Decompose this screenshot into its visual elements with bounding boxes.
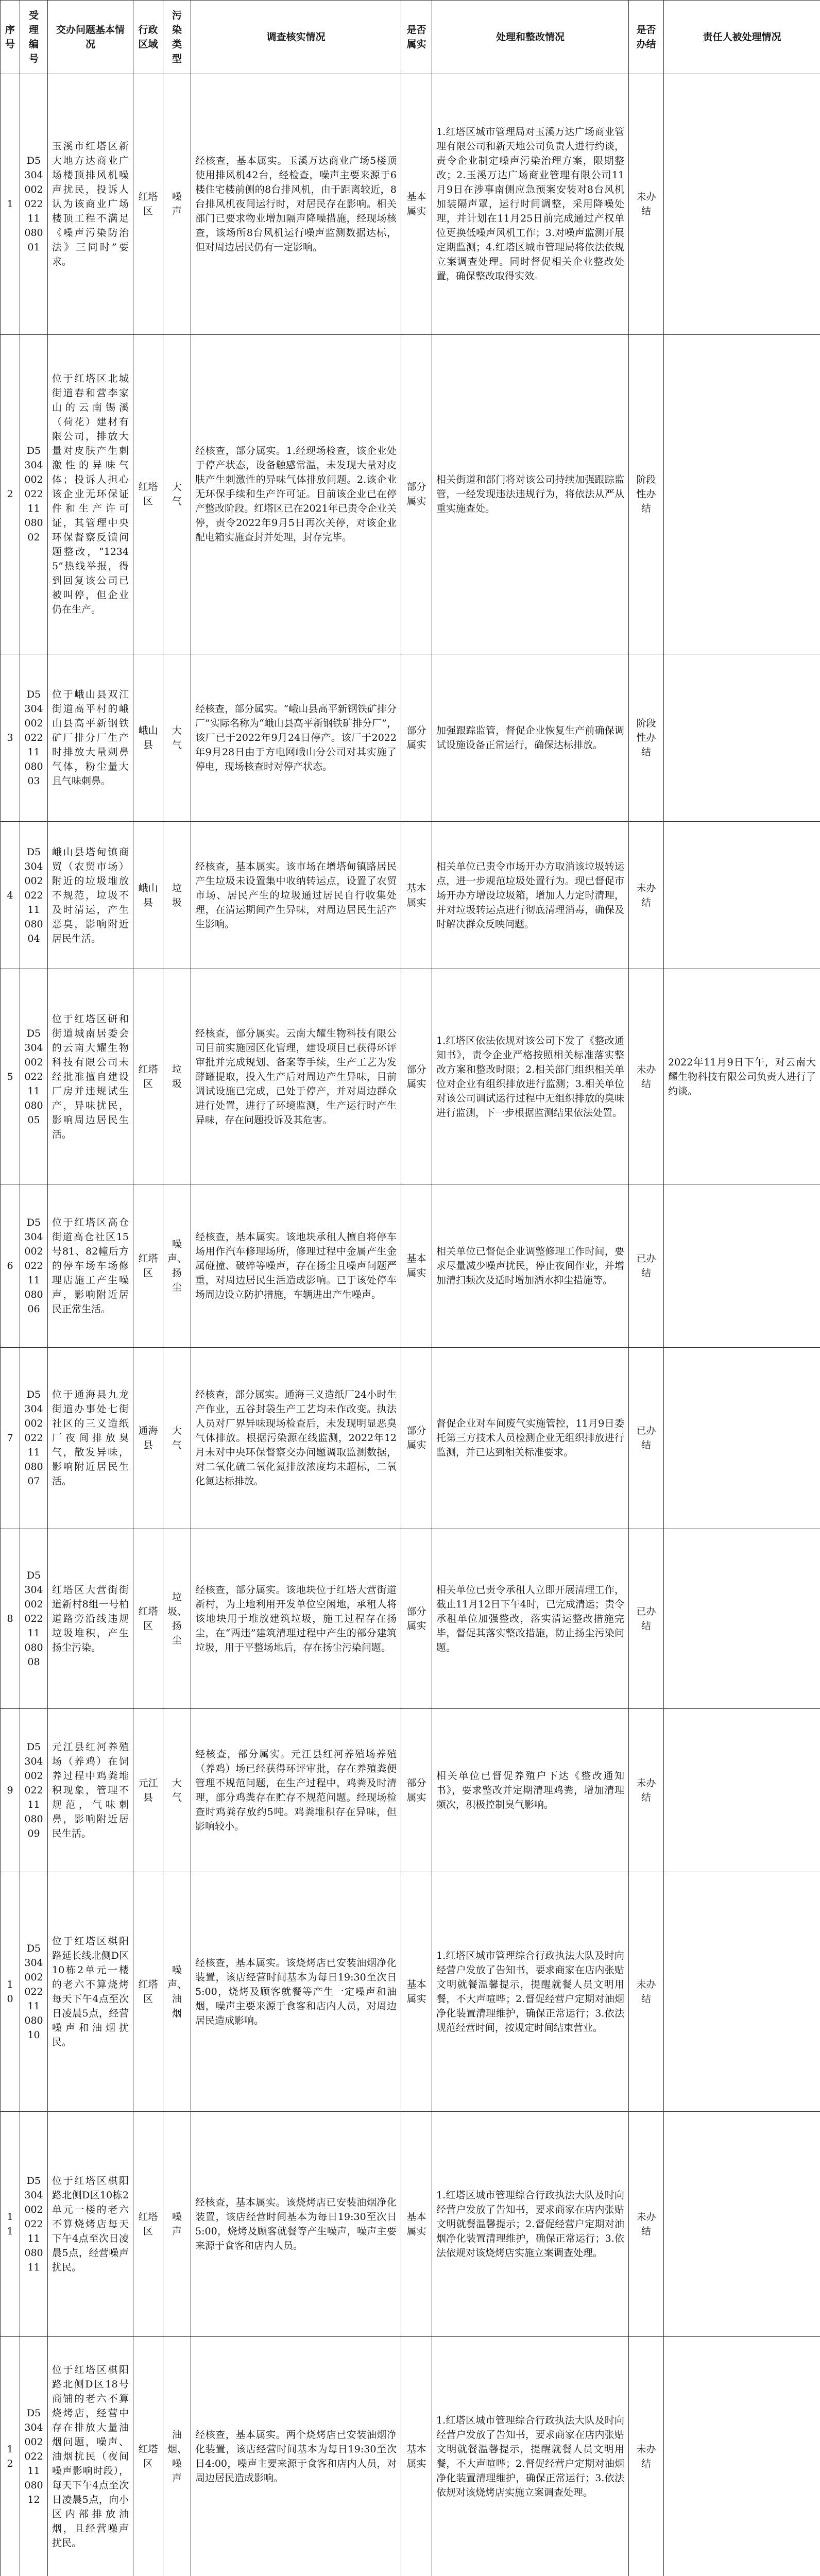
table-row <box>1 1529 820 1708</box>
table-row <box>1 334 820 654</box>
cell-type: 垃圾 <box>163 822 191 969</box>
cell-seq: 11 <box>1 2111 20 2336</box>
cell-investigation: 经核查，基本属实。该烧烤店已安装油烟净化装置，该店经营时间基本为每日19:30至次日5:00，烧烤及顾客就餐等产生一定噪声和油烟，噪声主要来源于食客和店内人员，对周边居民造成影响。 <box>191 1872 401 2111</box>
cell-content: 峨山县塔甸镇商贸（农贸市场）附近的垃圾堆放不规范，垃圾不及时清运，产生恶臭，影响附近居民生活。 <box>48 822 133 969</box>
cell-seq: 6 <box>1 1184 20 1348</box>
cell-investigation: 经核查，部分属实。“峨山县高平新钢铁矿排分厂”实际名称为“峨山县高平新钢铁矿排分厂”，该厂已于2022年9月24日停产。该厂于2022年9月28日由于方电网峨山分公司对其实施了停电，现场核查时对停产状态。 <box>191 654 401 821</box>
cell-content: 位于红塔区研和街道城南居委会的云南大耀生物科技有限公司未经批准擅自建设厂房并违规试生产，异味扰民，影响周边居民生活。 <box>48 969 133 1184</box>
cell-accountability <box>664 2336 820 2576</box>
table-row <box>1 1184 820 1348</box>
cell-code: D530400202211 08007 <box>20 1348 48 1529</box>
cell-investigation: 经核查，基本属实。该烧烤店已安装油烟净化装置，该店经营时间基本为每日19:30至次日5:00，烧烤及顾客就餐等产生噪声，噪声主要来源于食客和店内人员。 <box>191 2111 401 2336</box>
cell-verified: 部分属实 <box>401 1709 432 1872</box>
cell-region: 红塔区 <box>133 969 163 1184</box>
cell-seq: 7 <box>1 1348 20 1529</box>
cell-investigation: 经核查，部分属实。1.经现场检查，该企业处于停产状态，设备触感常温，未发现大量对皮肤产生刺激性的异味气体排放问题。2.该企业无环保手续和生产许可证。目前该企业已在停产整改阶段。红塔区已在2021年已责令企业关停，责令2022年9月5日再次关停，对该企业配电箱实施查封并处理，封存完毕。 <box>191 334 401 654</box>
cell-verified: 基本属实 <box>401 2111 432 2336</box>
cell-investigation: 经核查，基本属实。玉溪万达商业广场5楼顶使用排风机42台，经检查，噪声主要来源于6楼住宅楼前侧的8台排风机，由于距离较近，8台排风机夜间运行时，对居民存在影响。相关部门已要求物业增加隔声降噪措施，经现场核查，该场所8台风机运行噪声监测数据达标，但对周边居民仍有一定影响。 <box>191 74 401 335</box>
cell-type: 噪声 <box>163 74 191 335</box>
cell-code: D530400202211 08005 <box>20 969 48 1184</box>
cell-handling: 1.红塔区城市管理综合行政执法大队及时向经营户发放了告知书，要求商家在店内张贴文明就餐温馨提示；2.督促经营户定期对油烟净化装置清理维护，确保正常运行；3.依法依规对该烧烤店实施立案调查处理。 <box>432 2111 629 2336</box>
cell-type: 垃圾、扬尘 <box>163 1529 191 1708</box>
header-content: 交办问题基本情况 <box>48 1 133 74</box>
cell-code: D530400202211 08001 <box>20 74 48 335</box>
cell-closed: 阶段性办结 <box>629 334 664 654</box>
table-header-row <box>1 1 820 74</box>
table-row <box>1 1872 820 2111</box>
table-row <box>1 969 820 1184</box>
cell-handling: 1.红塔区依法依规对该公司下发了《整改通知书》，责令企业严格按照相关标准落实整改方案和整改时限；2.相关部门组织相关单位对企业有组织排放进行监测；3.相关单位对该公司调试运行过程中无组织排放的臭味进行监测，下一步根据监测结果依法处置。 <box>432 969 629 1184</box>
cell-accountability <box>664 1184 820 1348</box>
cell-handling: 督促企业对车间废气实施管控，11月9日委托第三方技术人员检测企业无组织排放进行监测，并已达到相关标准要求。 <box>432 1348 629 1529</box>
header-investigation: 调查核实情况 <box>191 1 401 74</box>
header-handling: 处理和整改情况 <box>432 1 629 74</box>
cell-closed: 未办结 <box>629 74 664 335</box>
cell-accountability <box>664 334 820 654</box>
cell-verified: 基本属实 <box>401 822 432 969</box>
cell-investigation: 经核查，基本属实。该地块承租人擅自将停车场用作汽车修理场所，修理过程中金属产生金属碰撞、破碎等噪声，存在扬尘且噪声问题严重，对周边居民生活造成影响。已于该处停车场周边设立防护措施，车辆进出产生噪声。 <box>191 1184 401 1348</box>
cell-handling: 相关单位已责令市场开办方取消该垃圾转运点，进一步规范垃圾处置行为。现已督促市场开办方增设垃圾箱，增加人力定时清理，并对垃圾转运点进行彻底清理消毒，确保及时解决群众反映问题。 <box>432 822 629 969</box>
cell-code: D530400202211 08008 <box>20 1529 48 1708</box>
cell-verified: 基本属实 <box>401 2336 432 2576</box>
cell-verified: 基本属实 <box>401 74 432 335</box>
cell-region: 红塔区 <box>133 2336 163 2576</box>
header-seq: 序号 <box>1 1 20 74</box>
cell-closed: 未办结 <box>629 822 664 969</box>
cell-accountability <box>664 74 820 335</box>
cell-handling: 相关单位已督促养殖户下达《整改通知书》，要求整改并定期清理鸡粪，增加清理频次，积极控制臭气影响。 <box>432 1709 629 1872</box>
cell-code: D530400202211 08003 <box>20 654 48 821</box>
cell-closed: 未办结 <box>629 2111 664 2336</box>
table-row <box>1 74 820 335</box>
header-verified: 是否属实 <box>401 1 432 74</box>
cell-code: D530400202211 08002 <box>20 334 48 654</box>
cell-content: 玉溪市红塔区新大地方达商业广场楼顶排风机噪声扰民，投诉人认为该商业广场楼顶工程不满足《噪声污染防治法》三同时”要求。 <box>48 74 133 335</box>
cell-code: D530400202211 08004 <box>20 822 48 969</box>
cell-code: D530400202211 08012 <box>20 2336 48 2576</box>
cell-type: 油烟、噪声 <box>163 2336 191 2576</box>
cell-handling: 相关街道和部门将对该公司持续加强跟踪监管，一经发现违法违规行为，将依法从严从重实施查处。 <box>432 334 629 654</box>
cell-accountability <box>664 1872 820 2111</box>
cell-seq: 4 <box>1 822 20 969</box>
cell-seq: 3 <box>1 654 20 821</box>
cell-content: 位于红塔区棋阳路北侧D区18号商铺的老六不算烧烤店，经营中存在排放大量油烟问题，噪声、油烟扰民（夜间噪声影响时段），每天下午4点至次日凌晨5点，向小区内部排放油烟，且经营噪声扰民。 <box>48 2336 133 2576</box>
cell-handling: 相关单位已责令承租人立即开展清理工作，截止11月12日下午4时，已完成清运；责令承租单位加强整改，落实清运整改措施完毕，督促其落实整改措施，防止扬尘污染问题。 <box>432 1529 629 1708</box>
cell-region: 元江县 <box>133 1709 163 1872</box>
cell-investigation: 经核查，部分属实。该地块位于红塔大营街道新村，为土地利用开发单位空闲地，承租人将该地块用于堆放建筑垃圾，施工过程存在扬尘，在“两违”建筑清理过程中产生的部分建筑垃圾，用于平整场地后，存在扬尘污染问题。 <box>191 1529 401 1708</box>
cell-closed: 未办结 <box>629 2336 664 2576</box>
cell-region: 红塔区 <box>133 1872 163 2111</box>
header-accountability: 责任人被处理情况 <box>664 1 820 74</box>
cell-accountability <box>664 1348 820 1529</box>
cell-investigation: 经核查，基本属实。该市场在增塔甸镇路居民产生垃圾未设置集中收纳转运点，设置了农贸市场、居民产生的垃圾通过居民自行收集处理，在清运期间产生异味，对周边居民生活产生影响。 <box>191 822 401 969</box>
cell-verified: 部分属实 <box>401 969 432 1184</box>
cell-seq: 1 <box>1 74 20 335</box>
cell-code: D530400202211 08006 <box>20 1184 48 1348</box>
cell-investigation: 经核查，部分属实。元江县红河养殖场养殖（养鸡）场已经获得环评审批，存在养殖粪便管理不规范问题，在生产过程中，鸡粪及时清理，部分鸡粪存在贮存不规范问题。经现场检查时鸡粪存放约5吨。鸡粪堆积存在异味，但影响较小。 <box>191 1709 401 1872</box>
cell-type: 大气 <box>163 334 191 654</box>
cell-handling: 1.红塔区城市管理综合行政执法大队及时向经营户发放了告知书，要求商家在店内张贴文明就餐温馨提示，提醒就餐人员文明用餐，不大声喧哗；2.督促经营户定期对油烟净化装置清理维护，确保正常运行；3.依法依规对该烧烤店实施立案调查处理。 <box>432 2336 629 2576</box>
cell-accountability: 2022年11月9日下午，对云南大耀生物科技有限公司负责人进行了约谈。 <box>664 969 820 1184</box>
cell-seq: 9 <box>1 1709 20 1872</box>
cell-type: 大气 <box>163 1709 191 1872</box>
cell-handling: 相关单位已督促企业调整修理工作时间，要求尽量减少噪声扰民，停止夜间作业，并增加清扫频次及适时增加洒水抑尘措施等。 <box>432 1184 629 1348</box>
cell-closed: 阶段性办结 <box>629 654 664 821</box>
cell-content: 位于红塔区棋阳路延长线北侧D区10栋2单元一楼的老六不算烧烤每天下午4点至次日凌晨5点，经营噪声和油烟扰民。 <box>48 1872 133 2111</box>
cell-accountability <box>664 2111 820 2336</box>
cell-code: D530400202211 08009 <box>20 1709 48 1872</box>
cell-closed: 未办结 <box>629 1872 664 2111</box>
cell-closed: 未办结 <box>629 969 664 1184</box>
table-row <box>1 822 820 969</box>
cell-type: 噪声、油烟 <box>163 1872 191 2111</box>
cell-accountability <box>664 654 820 821</box>
cell-handling: 1.红塔区城市管理局对玉溪万达广场商业管理有限公司和新天地公司负责人进行约谈，责令企业制定噪声污染治理方案，限期整改；2.玉溪万达广场商业管理有限公司11月9日在涉事南侧应急预案安装对8台风机加装隔声罩，运行时间调整，采用降噪处理，并计划在11月25日前完成通过产权单位更换低噪声风机工作；3.对噪声监测开展定期监测；4.红塔区城市管理局将依法依规立案调查处理。同时督促相关企业整改处置，确保整改取得实效。 <box>432 74 629 335</box>
cell-region: 峨山县 <box>133 654 163 821</box>
cell-region: 通海县 <box>133 1348 163 1529</box>
cell-region: 红塔区 <box>133 74 163 335</box>
cell-seq: 8 <box>1 1529 20 1708</box>
cell-seq: 12 <box>1 2336 20 2576</box>
header-region: 行政区域 <box>133 1 163 74</box>
cell-verified: 基本属实 <box>401 1184 432 1348</box>
header-code: 受理编号 <box>20 1 48 74</box>
cell-verified: 部分属实 <box>401 334 432 654</box>
table-row <box>1 654 820 821</box>
cell-handling: 1.红塔区城市管理综合行政执法大队及时向经营户发放了告知书，要求商家在店内张贴文明就餐温馨提示，提醒就餐人员文明用餐，不大声喧哗；2.督促经营户定期对油烟净化装置清理维护，确保正常运行；3.依法规范经营时间，按规定时间结束营业。 <box>432 1872 629 2111</box>
table-row <box>1 1348 820 1529</box>
cell-closed: 未办结 <box>629 1709 664 1872</box>
cell-content: 位于峨山县双江街道高平村的峨山县高平新钢铁矿厂排分厂生产时排放大量刺鼻气体，粉尘量大且气味刺鼻。 <box>48 654 133 821</box>
cell-code: D530400202211 08011 <box>20 2111 48 2336</box>
cell-content: 位于通海县九龙街道办事处七街社区的三义造纸厂夜间排放臭气，散发异味，影响附近居民生活。 <box>48 1348 133 1529</box>
cell-accountability <box>664 1529 820 1708</box>
cell-investigation: 经核查，部分属实。云南大耀生物科技有限公司目前实施园区化管理，建设项目已获得环评审批并完成规划、备案等手续，生产工艺为发酵罐提取，投入生产后对周边产生异味，目前调试设施已完成，已处于停产，并对周边群众进行处置，进行了环境监测，生产运行时产生异味，存在问题投诉及其危害。 <box>191 969 401 1184</box>
header-type: 污染类型 <box>163 1 191 74</box>
table-row <box>1 2111 820 2336</box>
cell-verified: 部分属实 <box>401 654 432 821</box>
cell-seq: 5 <box>1 969 20 1184</box>
cell-verified: 部分属实 <box>401 1529 432 1708</box>
cell-type: 垃圾 <box>163 969 191 1184</box>
cell-content: 元江县红河养殖场（养鸡）在饲养过程中鸡粪堆积现象，管理不规范，气味刺鼻，影响附近居民生活。 <box>48 1709 133 1872</box>
cell-closed: 已办结 <box>629 1184 664 1348</box>
cell-accountability <box>664 1709 820 1872</box>
cell-type: 大气 <box>163 1348 191 1529</box>
cell-type: 大气 <box>163 654 191 821</box>
cell-region: 红塔区 <box>133 2111 163 2336</box>
table-row <box>1 2336 820 2576</box>
cell-code: D530400202211 08010 <box>20 1872 48 2111</box>
cell-region: 红塔区 <box>133 1529 163 1708</box>
cell-handling: 加强跟踪监管，督促企业恢复生产前确保调试设施设备正常运行，确保达标排放。 <box>432 654 629 821</box>
cell-type: 噪声、扬尘 <box>163 1184 191 1348</box>
cell-accountability <box>664 822 820 969</box>
cell-seq: 10 <box>1 1872 20 2111</box>
cell-type: 噪声 <box>163 2111 191 2336</box>
cell-verified: 基本属实 <box>401 1872 432 2111</box>
cell-seq: 2 <box>1 334 20 654</box>
cell-closed: 已办结 <box>629 1529 664 1708</box>
cell-investigation: 经核查，基本属实。两个烧烤店已安装油烟净化装置，该店经营时间基本为每日19:30至次日4:00，噪声主要来源于食客和店内人员，对周边居民造成影响。 <box>191 2336 401 2576</box>
cell-content: 红塔区大营街街道新村8组一号柏道路旁沿线违规垃圾堆积，产生扬尘污染。 <box>48 1529 133 1708</box>
cell-region: 红塔区 <box>133 334 163 654</box>
table-row <box>1 1709 820 1872</box>
cell-content: 位于红塔区高仓街道高仓社区15号81、82幢后方的停车场车场修理店施工产生噪声，影响附近居民正常生活。 <box>48 1184 133 1348</box>
cell-investigation: 经核查，部分属实。通海三义造纸厂24小时生产作业，五谷封袋生产工艺均未作改变。执法人员对厂界异味现场检查后，未发现明显恶臭气体排放。根据污染源在线监测，2022年12月未对中央环保督察交办问题调取监测数据，对二氧化硫二氧化氮排放浓度均未超标，二氧化氮达标排放。 <box>191 1348 401 1529</box>
cell-closed: 已办结 <box>629 1348 664 1529</box>
cell-content: 位于红塔区棋阳路北侧D区10栋2单元一楼的老六不算烧烤店每天下午4点至次日凌晨5点，经营噪声扰民。 <box>48 2111 133 2336</box>
cell-region: 红塔区 <box>133 1184 163 1348</box>
cell-verified: 部分属实 <box>401 1348 432 1529</box>
cell-content: 位于红塔区北城街道春和营李家山的云南锡溪（荷花）建材有限公司，排放大量对皮肤产生刺激性的异味气体；投诉人担心该企业无环保证件和生产许可证，其管理中央环保督察反馈问题整改，“12345”热线举报，得到回复该公司已被叫停，但企业仍在生产。 <box>48 334 133 654</box>
cell-region: 峨山县 <box>133 822 163 969</box>
header-closed: 是否办结 <box>629 1 664 74</box>
